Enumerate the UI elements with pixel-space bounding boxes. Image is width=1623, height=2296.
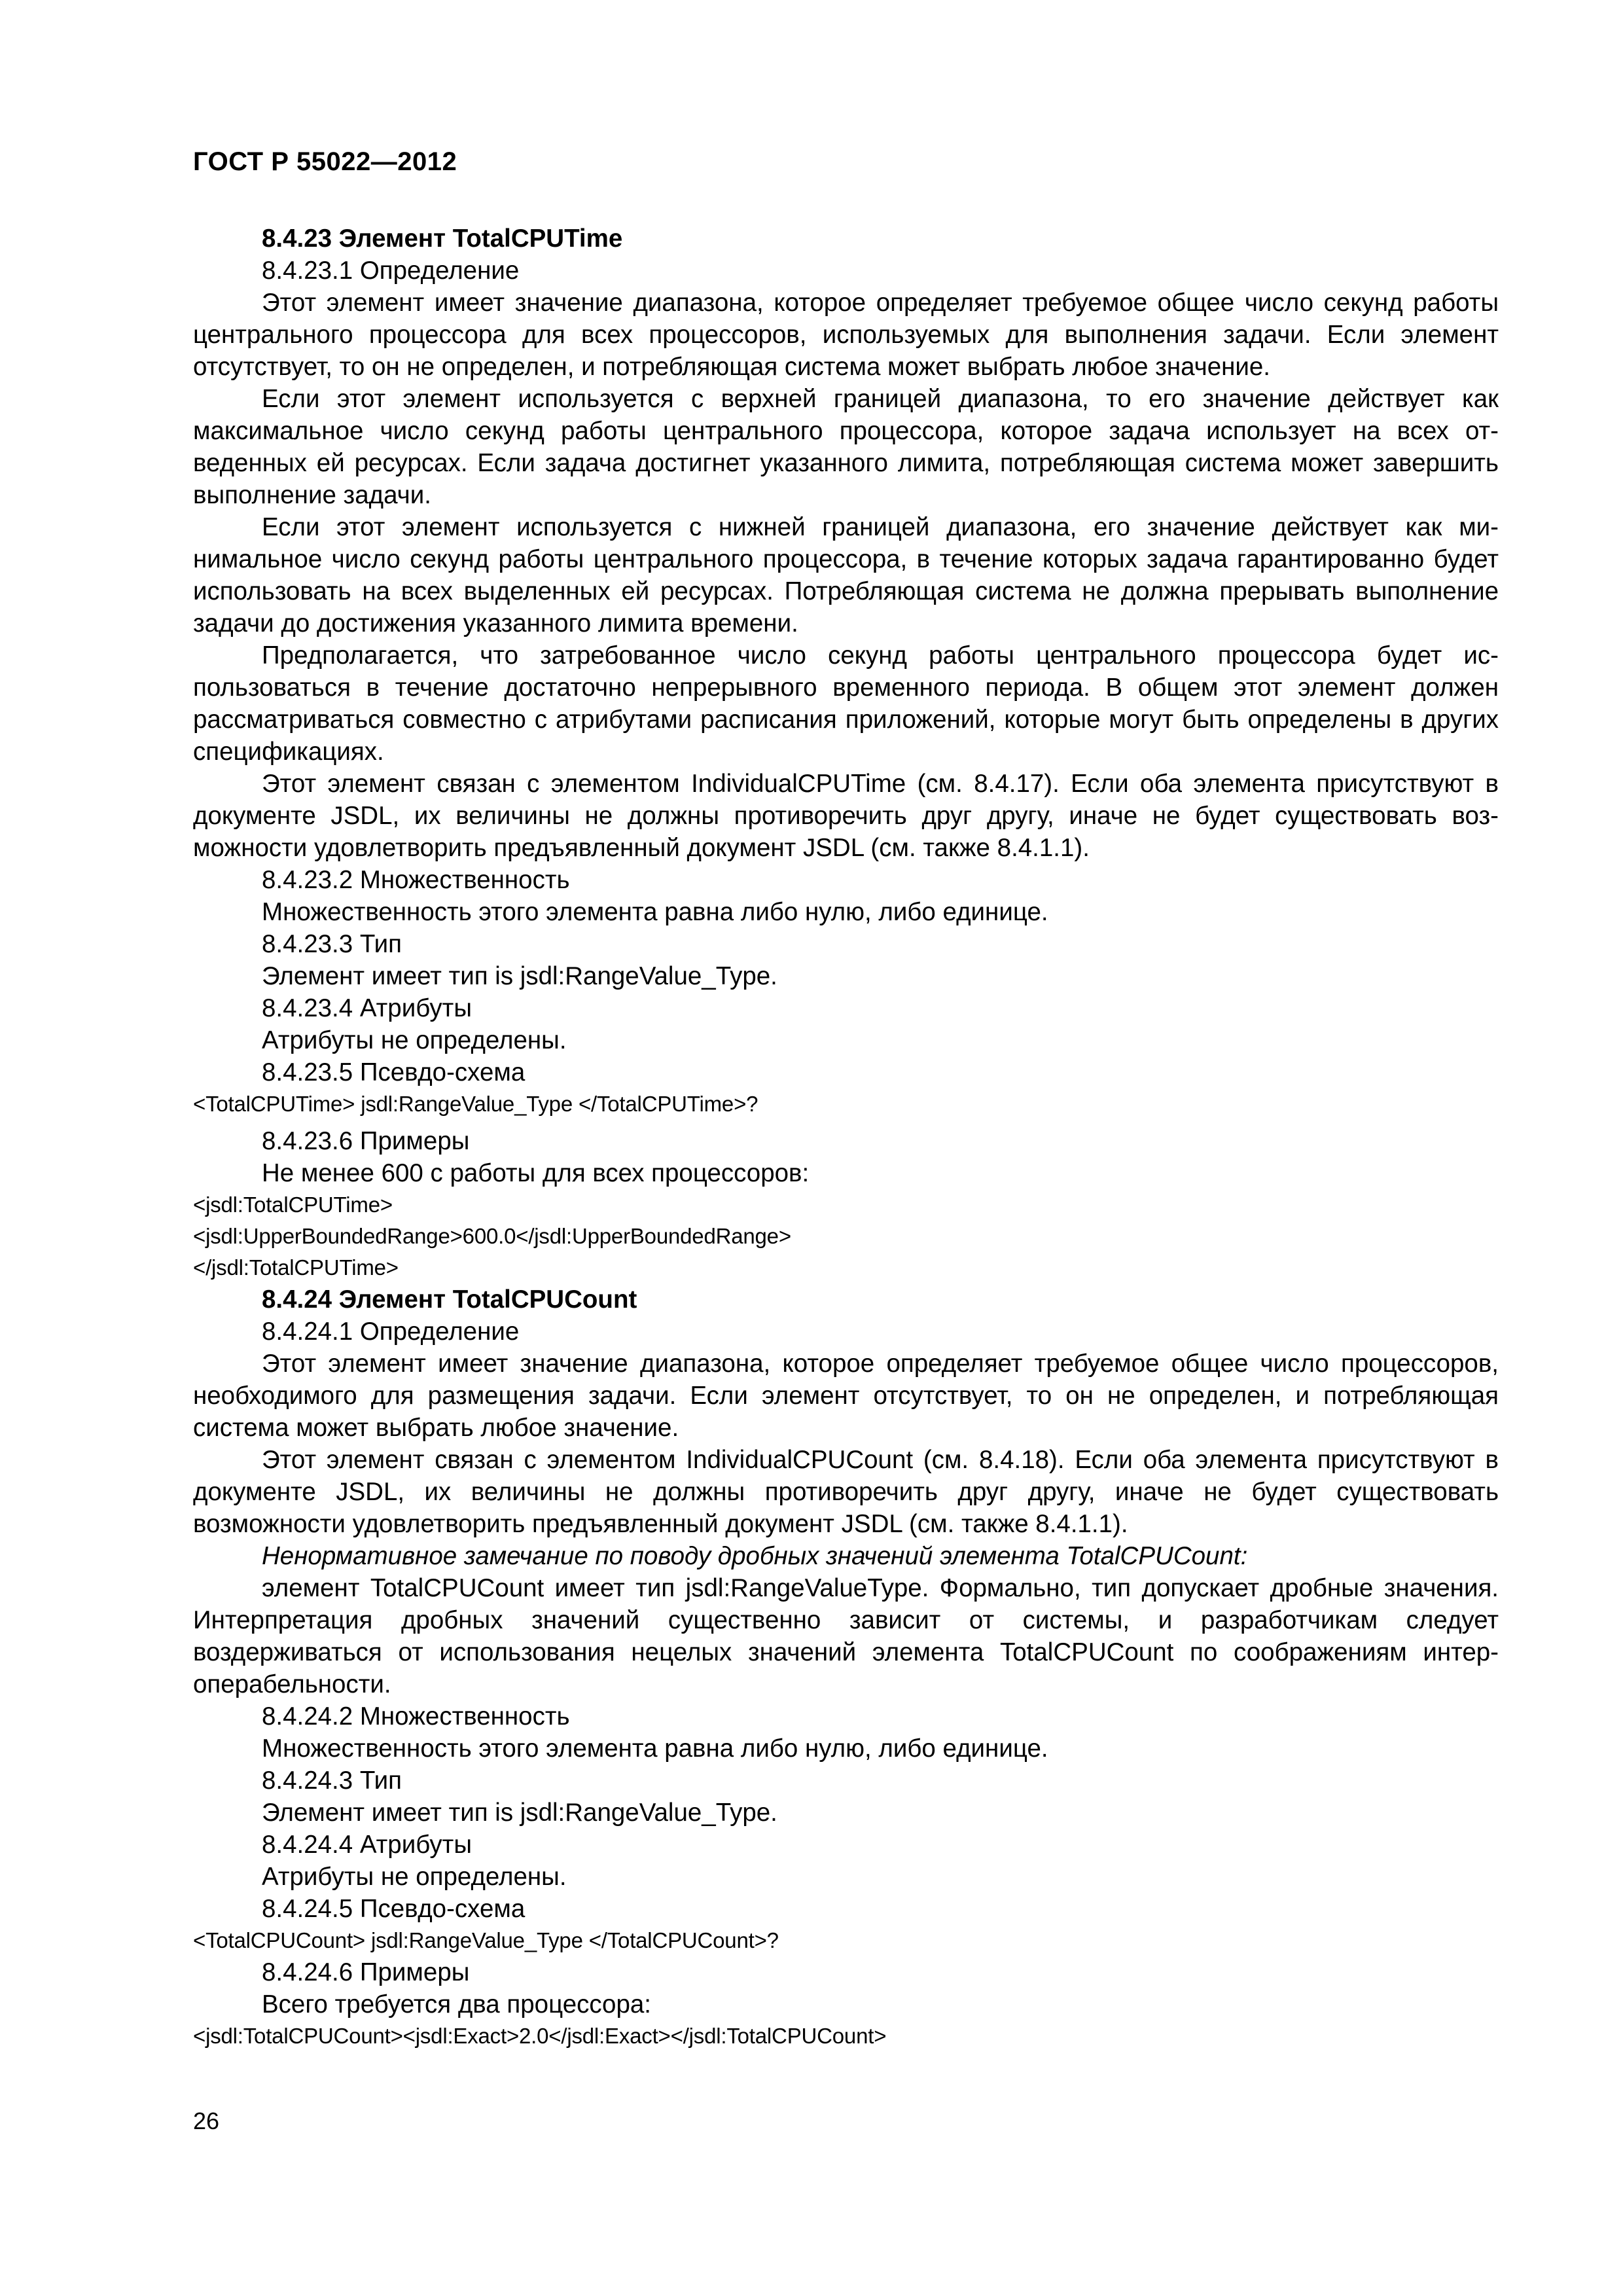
body-paragraph: Этот элемент связан с элементом IndividualCPUCount (см. 8.4.18). Если оба элемента присутствуют в документе JSDL, их величины не должны противоречить друг другу, иначе не будет существовать возможности удовлетворить предъявленный документ JSDL (см. также 8.4.1.1).: [193, 1446, 1499, 1538]
subsection-line: 8.4.24.2 Множественность: [262, 1702, 570, 1731]
body-paragraph: Этот элемент имеет значение диапазона, которое определяет требуемое общее число секунд работы центрального процессора для всех процессоров, используемых для выполнения задачи. Если элемент отсутствует, то он не определен, и потребляющая система может выбрать любое значение.: [193, 289, 1499, 381]
subsection-line: Множественность этого элемента равна либо нулю, либо единице.: [262, 1734, 1048, 1763]
section-heading: 8.4.23 Элемент TotalCPUTime: [262, 224, 623, 253]
section-heading: 8.4.24 Элемент TotalCPUCount: [262, 1285, 637, 1314]
note-heading: Ненормативное замечание по поводу дробных значений элемента TotalCPUCount:: [262, 1542, 1248, 1570]
subsection-line: 8.4.23.1 Определение: [262, 257, 520, 285]
subsection-line: 8.4.24.3 Тип: [262, 1767, 402, 1795]
subsection-line: 8.4.24.5 Псевдо-схема: [262, 1895, 526, 1923]
body-paragraph: Этот элемент имеет значение диапазона, которое определяет требуемое общее число процессоров, необходимого для размещения задачи. Если элемент отсутствует, то он не определен, и потребляющая система может выбрать любое значение.: [193, 1350, 1499, 1442]
page-header-standard: ГОСТ Р 55022—2012: [193, 147, 457, 176]
subsection-line: 8.4.23.4 Атрибуты: [262, 994, 472, 1022]
subsection-line: 8.4.23.6 Примеры: [262, 1127, 470, 1155]
subsection-line: Не менее 600 с работы для всех процессоров:: [262, 1159, 810, 1187]
body-paragraph: Этот элемент связан с элементом IndividualCPUTime (см. 8.4.17). Если оба элемента присутствуют в документе JSDL, их величины не должны противоречить друг другу, иначе не будет существовать возможности удовлетворить предъявленный документ JSDL (см. также 8.4.1.1).: [193, 770, 1499, 862]
page-number: 26: [193, 2108, 220, 2134]
body-paragraph: элемент TotalCPUCount имеет тип jsdl:RangeValueType. Формально, тип допускает дробные значения. Интерпретация дробных значений существенно зависит от системы, и разработчикам следует воздерживаться от использования нецелых значений элемента TotalCPUCount по соображениям интероперабельности.: [193, 1574, 1499, 1698]
subsection-line: 8.4.23.5 Псевдо-схема: [262, 1058, 526, 1086]
code-line: <TotalCPUCount> jsdl:RangeValue_Type </TotalCPUCount>?: [193, 1928, 779, 1952]
subsection-line: Множественность этого элемента равна либо нулю, либо единице.: [262, 898, 1048, 926]
code-line: <TotalCPUTime> jsdl:RangeValue_Type </TotalCPUTime>?: [193, 1092, 758, 1116]
subsection-line: Атрибуты не определены.: [262, 1026, 567, 1054]
subsection-line: 8.4.24.1 Определение: [262, 1318, 520, 1346]
subsection-line: Элемент имеет тип is jsdl:RangeValue_Type.: [262, 962, 777, 990]
code-line: <jsdl:UpperBoundedRange>600.0</jsdl:UpperBoundedRange>: [193, 1224, 791, 1248]
subsection-line: 8.4.23.3 Тип: [262, 930, 402, 958]
document-body: [193, 223, 1499, 2052]
body-paragraph: Если этот элемент используется с верхней границей диапазона, то его значение действует как максимальное число секунд работы центрального процессора, которое задача использует на всех отведенных ей ресурсах. Если задача достигнет указанного лимита, потребляющая система может завершить выполнение задачи.: [193, 385, 1499, 509]
subsection-line: Всего требуется два процессора:: [262, 1990, 651, 2018]
code-line: <jsdl:TotalCPUCount><jsdl:Exact>2.0</jsdl:Exact></jsdl:TotalCPUCount>: [193, 2024, 887, 2048]
code-line: </jsdl:TotalCPUTime>: [193, 1255, 399, 1280]
subsection-line: Элемент имеет тип is jsdl:RangeValue_Type.: [262, 1799, 777, 1827]
subsection-line: 8.4.24.4 Атрибуты: [262, 1831, 472, 1859]
body-paragraph: Предполагается, что затребованное число секунд работы центрального процессора будет использоваться в течение достаточно непрерывного временного периода. В общем этот элемент должен рассматриваться совместно с атрибутами расписания приложений, которые могут быть определены в других спецификациях.: [193, 641, 1499, 766]
code-line: <jsdl:TotalCPUTime>: [193, 1193, 393, 1217]
subsection-line: 8.4.24.6 Примеры: [262, 1958, 470, 1986]
subsection-line: 8.4.23.2 Множественность: [262, 866, 570, 894]
body-paragraph: Если этот элемент используется с нижней границей диапазона, его значение действует как минимальное число секунд работы центрального процессора, в течение которых задача гарантированно будет использовать на всех выделенных ей ресурсах. Потребляющая система не должна прерывать выполнение задачи до достижения указанного лимита времени.: [193, 513, 1499, 637]
subsection-line: Атрибуты не определены.: [262, 1863, 567, 1891]
